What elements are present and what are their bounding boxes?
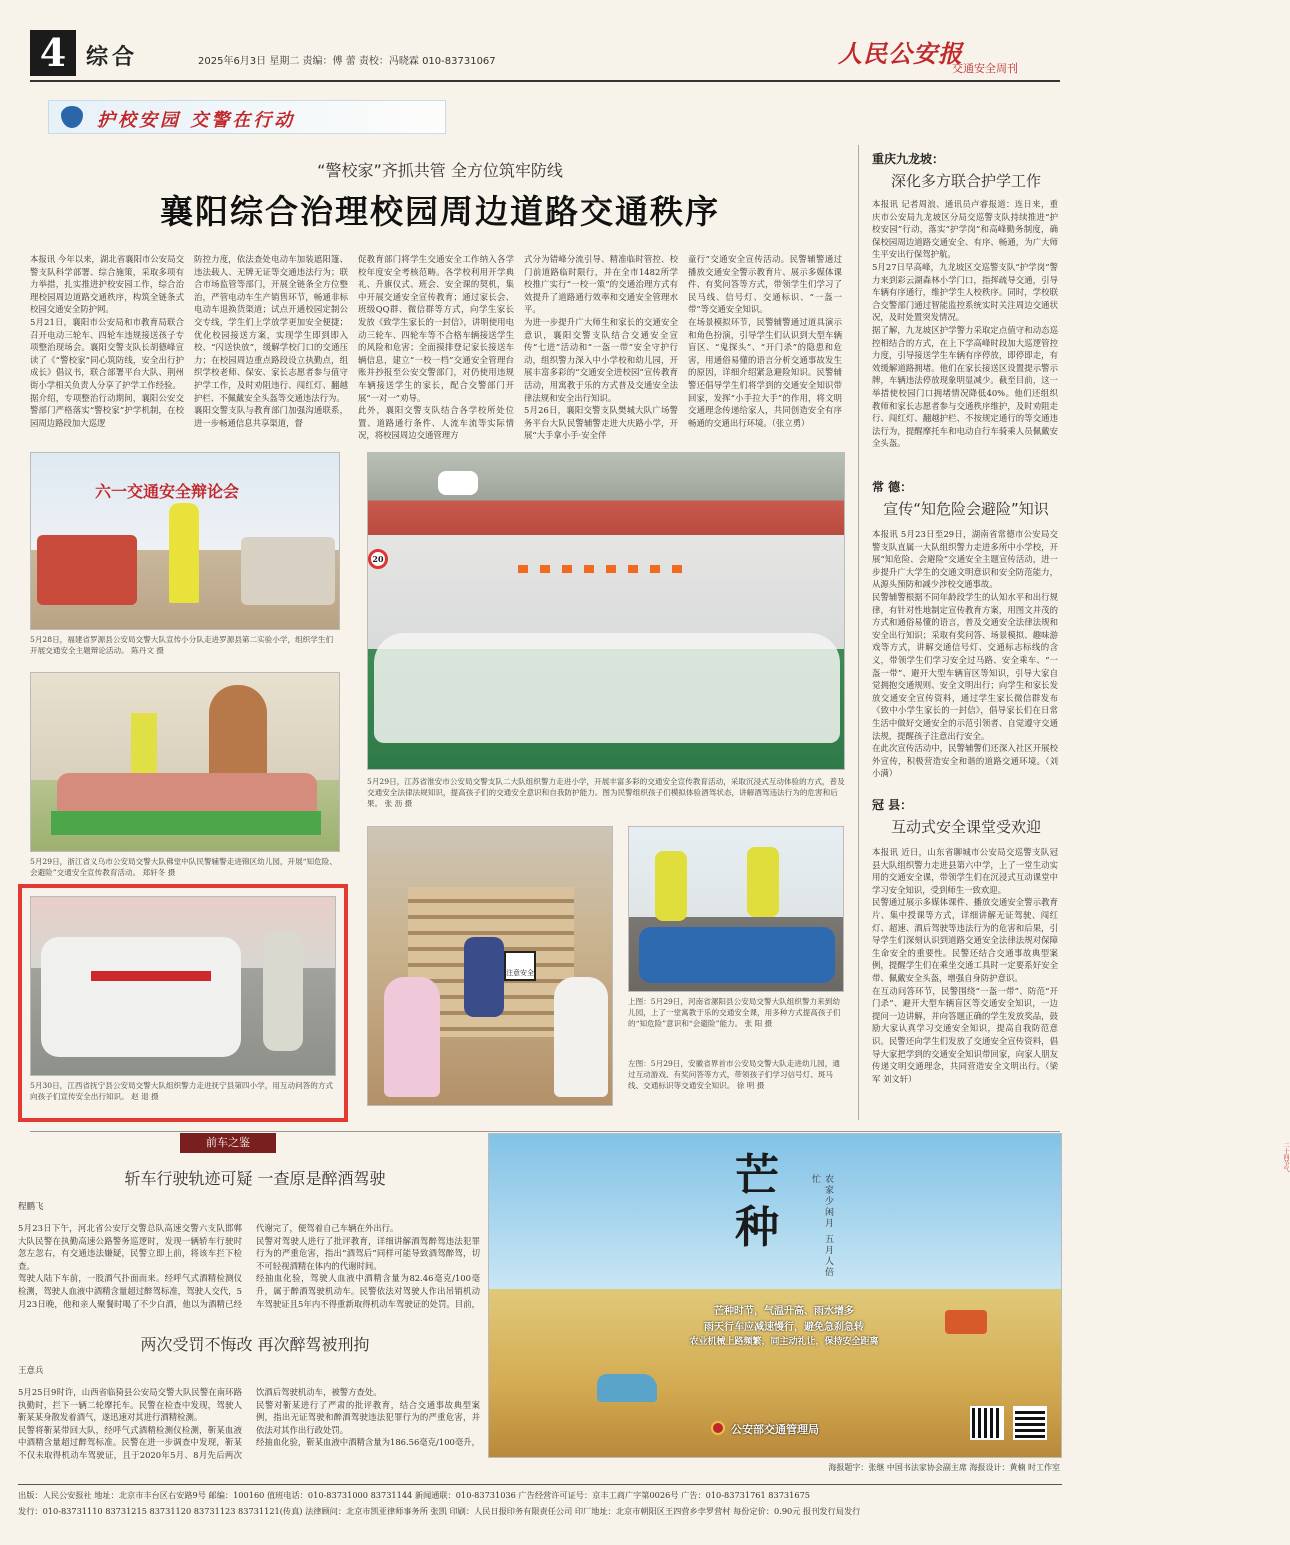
poster-vertical-text: 农家少闲月 五月人倍忙 xyxy=(810,1174,833,1278)
poster-chip: 二十四节气 xyxy=(1282,1142,1289,1172)
sidebar-body-1: 本报讯 记者周浪、通讯员卢睿报道：连日来，重庆市公安局九龙坡区分局交巡警支队持续推进“护校安园”行动，落实“护学岗”和高峰勤务制度，确保校园周边道路交通安全、有序、畅通，为广大师生平安出行保驾护航。 5月27日早高峰，九龙坡区交巡警支队“护学岗”警力来到彩云湖森林小学门口，指挥疏导交通，引导车辆有序通行，维护学生人校秩序。同时，学校联合交警部门通过智能监控系统实时关注周边交通状况，及时处置突发情况。 据了解，九龙坡区护学警力采取定点值守和动态巡控相结合的方式，在上下学高峰时段加大巡逻管控力度，引导接送学生车辆有序停放，即停即走，有效缓解道路拥堵。他们在家长接送区设置提示警示牌，车辆违法停放现象明显减少。截至目前，这一举措使校园门口拥堵情况降低40%。他们还组织教师和家长志愿者参与交通秩序维护，及时劝阻走行、闯红灯、翻越护栏、不按规定通行的等交通违法行为，提醒摩托车和电动自行车骑乘人员佩戴安全头盔。 xyxy=(872,199,1058,449)
section-tag-text: 前车之鉴 xyxy=(206,1136,250,1149)
photo-yard xyxy=(30,896,336,1076)
section-label: 综合 xyxy=(86,45,139,70)
warning-sign: 注意安全 xyxy=(504,951,536,981)
photo-slide xyxy=(367,826,613,1106)
blue-car xyxy=(597,1374,657,1402)
sidebar-title-1: 深化多方联合护学工作 xyxy=(890,172,1041,190)
date-line: 2025年6月3日 星期二 责编：傅 蕾 责校：冯晓霖 010-83731067 xyxy=(198,56,496,67)
officer-right xyxy=(263,931,303,1051)
poster-org: 公安部交通管理局 xyxy=(731,1423,819,1436)
poster-mangzhong xyxy=(488,1133,1289,1458)
police-badge-icon xyxy=(711,1421,725,1435)
officer-crouching xyxy=(464,937,504,1017)
photo-classroom xyxy=(628,826,844,992)
raised-hands xyxy=(639,927,835,983)
kids-group xyxy=(41,937,241,1057)
footer-line-2: 发行：010-83731110 83731215 83731120 83731123 83731121(传真) 法律顾问：北京市凯亚律师事务所 张凯 印刷：人民日报印务有限责任公司 印厂地址：北京市朝阳区王四营乡孛罗营村 每份定价：0.90元 报刊发行局发行 xyxy=(18,1506,861,1516)
white-car xyxy=(438,471,478,495)
sidebar-place-1: 重庆九龙坡： xyxy=(872,152,945,166)
story1-body: 5月23日下午，河北省公安厅交警总队高速交警六支队邯郸大队民警在执勤高速公路警务巡逻时，发现一辆轿车行驶时忽左忽右，有交通违法嫌疑，民警立即上前，将该车拦下检查。 驾驶人陆下车前，一股酒气扑面而来。经呼气式酒精检测仪检测，驾驶人血液中酒精含量超过醉驾标准，驾驶人交代，5月23日晚，他和亲人聚餐时喝了不少白酒，他以为酒精已经代谢完了，便驾着自己车辆在外出行。 民警对驾驶人进行了批评教育，详细讲解酒驾醉驾违法犯罪行为的严重危害，指出“酒驾后”同样可能导致酒驾醉驾，切不可轻视酒精在体内的代谢时间。 经抽血化验，驾驶人血液中酒精含量为82.46毫克/100毫升，属于醉酒驾驶机动车。民警依法对驾驶人作出吊销机动车驾驶证且5年内不得重新取得机动车驾驶证的处罚。目前， xyxy=(18,1223,480,1309)
sidebar-title-3: 互动式安全课堂受欢迎 xyxy=(890,818,1041,836)
lead-headline: 襄阳综合治理校园周边道路交通秩序 xyxy=(160,192,720,231)
girl-white-dress xyxy=(554,977,608,1097)
qr-code-2 xyxy=(1013,1406,1047,1440)
poster-slogan-1: 芒种时节，气温升高、雨水增多 xyxy=(714,1306,854,1317)
officer-left xyxy=(655,851,687,921)
bottom-rule xyxy=(30,1131,1060,1132)
caption-field: 5月29日，江苏省淮安市公安局交警支队二大队组织警力走进小学，开展丰富多彩的交通安全宣传教育活动，采取沉浸式互动体验的方式，普及交通安全法律法规知识，提高孩子们的交通安全意识和自我防护能力。图为民警组织孩子们模拟体验酒驾状态，讲解酒驾违法行为的危害和后果。 张 沥 摄 xyxy=(367,777,845,808)
caption-debate: 5月28日，福建省罗源县公安局交警大队宣传小分队走进罗源县第二实验小学，组织学生们开展交通安全主题辩论活动。 陈丹文 摄 xyxy=(30,635,334,655)
caption-left-photo: 左图：5月29日，安徽省界首市公安局交警大队走进幼儿园，通过互动游戏、有奖问答等方式，带领孩子们学习信号灯、斑马线、交通标识等交通安全知识。 徐 明 摄 xyxy=(628,1059,840,1090)
speed-limit-sign: 20 xyxy=(368,549,388,569)
shield-icon xyxy=(61,106,83,128)
story2-byline: 王意兵 xyxy=(18,1366,44,1376)
qr-code-1 xyxy=(970,1406,1004,1440)
sidebar-body-3: 本报讯 近日，山东省聊城市公安局交巡警支队冠县大队组织警力走进县第六中学，上了一堂生动实用的交通安全课，带领学生们在沉浸式互动课堂中学习安全知识，受到师生一致欢迎。 民警通过展示多媒体课件、播放交通安全警示教育片、集中授课等方式，详细讲解无证驾驶、闯红灯、超速、酒后驾驶等违法行为的危害和后果，引导学生们深刻认识到道路交通安全法律法规对保障生命安全的重要性。民警还结合交通事故典型案例，提醒学生们在乘坐交通工具时一定要系好安全带、佩戴安全头盔，增强自身防护意识。 在互动问答环节，民警围绕“一盔一带”、防范“开门杀”、避开大型车辆盲区等交通安全知识，一边提问一边讲解，并向答题正确的学生发放奖品，鼓励大家认真学习交通安全知识，提高自我防范意识。民警还向学生们发放了交通安全宣传资料，倡导大家把学到的交通安全知识带回家，向家人朋友传递文明交通理念，共同营造安全文明出行。（梁 军 刘文轩） xyxy=(872,847,1058,1084)
red-scarves xyxy=(91,971,211,981)
sidebar-title-2: 宣传“知危险会避险”知识 xyxy=(883,500,1049,518)
campaign-banner xyxy=(48,100,446,134)
lead-column-2: 防控力度，依法查处电动车加装遮阳篷、违法载人、无牌无证等交通违法行为；联合市场监管等部门，开展全链条全方位整治，严管电动车生产销售环节，畅通非标电动车退换货渠道；试点开通校园定制公交专线，学生们上学放学更加安全便捷；优化校园接送方案，实现学生即到即入校、“闪送快放”，缓解学校门口的交通压力；在校园周边重点路段设立执勤点，组织学校老师、保安、家长志愿者参与值守护学工作，及时劝阻违行、闯红灯、翻越护栏、不佩戴安全头盔等交通违法行为。 襄阳交警支队与教育部门加强沟通联系，进一步畅通信息共享渠道，督 xyxy=(194,254,348,428)
story1-title: 斩车行驶轨迹可疑 一查原是醉酒驾驶 xyxy=(124,1169,386,1188)
banner-text: 护校安园 交警在行动 xyxy=(97,110,296,131)
caption-yard: 5月30日，江西省抚宁县公安局交警大队组织警力走进抚宁县第四小学，用互动问答的方式向孩子们宣传安全出行知识。 赵 退 摄 xyxy=(30,1081,334,1101)
story1-byline: 程鹏飞 xyxy=(18,1202,44,1212)
sidebar-place-2: 常 德： xyxy=(872,480,913,494)
students-left xyxy=(37,535,137,605)
photo-debate xyxy=(30,452,340,630)
officer-right-class xyxy=(747,847,779,917)
caption-classroom: 上图：5月29日，河南省漯阳县公安局交警大队组织警力来到幼儿园，上了一堂寓教于乐的交通安全课，用多种方式提高孩子们的“知危险”意识和“会避险”能力。 张 阳 摄 xyxy=(628,997,841,1028)
green-chairs xyxy=(51,811,321,835)
masthead-rule xyxy=(30,80,1060,82)
footer-line-1: 出版：人民公安报社 地址：北京市丰台区右安路9号 邮编：100160 值班电话：010-83731000 83731144 新闻通联：010-83731036 广告经营许可证号：京丰工商广字第0026号 广告：010-83731761 83731675 xyxy=(18,1490,810,1500)
section-tag xyxy=(180,1133,276,1153)
girl-pink-dress xyxy=(384,977,440,1097)
sidebar-place-3: 冠 县： xyxy=(872,798,913,812)
lead-column-3: 促教育部门将学生交通安全工作纳入各学校年度安全考核范畴。各学校利用开学典礼、升旗仪式、班会、安全课的契机，集中开展交通安全宣传教育；通过家长会、班级QQ群、微信群等方式，向学生家长发放《致学生家长的一封信》，讲明使用电动三轮车、四轮车等不合格车辆接送学生的风险和危害；全面摸排登记家长接送车辆信息，建立“一校一档”交通安全管理台账并抄报至公安交警部门，对仍使用违规车辆接送学生的家长，配合交警部门开展“一对一”劝导。 此外，襄阳交警支队结合各学校所处位置、道路通行条件、人流车流等实际情况，将校园周边交通管理方 xyxy=(358,254,514,441)
brand-subtitle: 交通安全周刊 xyxy=(952,62,1018,75)
poster-title: 芒种 xyxy=(735,1150,779,1253)
story2-title: 两次受罚不悔改 再次醉驾被刑拘 xyxy=(140,1335,370,1354)
harvester xyxy=(945,1310,987,1334)
traffic-cones xyxy=(518,565,688,573)
bear-mascot xyxy=(209,685,267,785)
officer-figure xyxy=(169,503,199,603)
page-number: 4 xyxy=(30,30,76,76)
photo-bear-mascot xyxy=(30,672,340,852)
students-right xyxy=(241,537,335,605)
poster-slogan-3: 农业机械上路频繁，同主动礼让，保持安全距离 xyxy=(689,1337,879,1347)
crowd-of-children xyxy=(374,633,840,743)
poster-credit: 海报题字：张继 中国书法家协会副主席 海报设计：黄楠 时工作室 xyxy=(828,1463,1060,1472)
footer-rule xyxy=(18,1484,1062,1485)
lead-column-1: 本报讯 今年以来，湖北省襄阳市公安局交警支队科学部署、综合施策，采取多项有力举措，扎实推进护校安园工作，综合治理校园周边道路交通秩序，构筑全链条式校园交通安全防护网。 5月21日，襄阳市公安局和市教育局联合召开电动三轮车、四轮车违规接送孩子专项整治现场会。襄阳交警支队长胡德峰宣读了《“警校家”同心筑防线，安全出行护成长》倡议书，联合部署平台大队、荆州街小学相关负责人分享了护学工作经验。 据介绍，专项整治行动期间，襄阳公安交警部门严格落实“警校家”护学机制，在校园周边路段加大巡逻 xyxy=(30,254,184,428)
caption-bear: 5月29日，浙江省义乌市公安局交警大队佛堂中队民警辅警走进锦区幼儿园，开展“知危险、会避险”交通安全宣传教育活动。 郑轩冬 摄 xyxy=(30,857,337,877)
photo-training-field xyxy=(367,452,845,770)
debate-sign: 六一交通安全辩论会 xyxy=(95,482,240,501)
lead-kicker: “警校家”齐抓共管 全方位筑牢防线 xyxy=(317,161,563,180)
lead-column-4: 式分为错峰分流引导、精准临时管控、校门前道路临时限行，并在全市1482所学校推广实行“一校一策”的交通治理方式有效提升了道路通行效率和交通安全管理水平。 为进一步提升广大师生和家长的交通安全意识，襄阳交警支队结合交通安全宣传“七进”活动和“一盔一带”安全守护行动，组织警力深入中小学校和幼儿园，开展丰富多彩的“交通安全进校园”宣传教育活动，用寓教于乐的方式普及交通安全法律法规和安全出行知识。 5月26日，襄阳交警支队樊城大队广场警务平台大队民警辅警走进大庆路小学，开展“大手拿小手·安全伴 xyxy=(524,254,678,441)
brand-logo: 人民公安报 xyxy=(838,39,963,68)
sidebar-divider xyxy=(858,145,859,1120)
sidebar-body-2: 本报讯 5月23日至29日，湖南省常德市公安局交警支队直属一大队组织警力走进多所中小学校，开展“知危险、会避险”交通安全主题宣传活动，进一步提升广大学生的交通文明意识和安全防范能力，从源头预防和减少涉校交通事故。 民警辅警根据不同年龄段学生的认知水平和出行规律，有针对性地制定宣传教育方案，用图文并茂的方式和通俗易懂的语言，普及交通安全法律法规和安全出行知识；采取有奖问答、场景模拟、趣味游戏等方式，讲解交通信号灯、交通标志标线的含义，带领学生们学习安全过马路、安全乘车、“一盔一带”、避开大型车辆盲区等知识，引导大家自觉拥抱交通规则、安全文明出行；向学生和家长发放交通安全宣传资料，通过学生家长微信群发布《致中小学生家长的一封信》，倡导家长们在日常生活中做好交通安全的示范引领者、自觉遵守交通法规，提醒孩子注意出行安全。 在此次宣传活动中，民警辅警们还深入社区开展校外宣传，积极营造安全和谐的道路交通环境。（刘小满） xyxy=(872,529,1058,779)
story2-body: 5月25日9时许，山西省临猗县公安局交警大队民警在南环路执勤时，拦下一辆二轮摩托车。民警在检查中发现，驾驶人靳某某身散发着酒气，遂迅速对其进行酒精检测。 民警将靳某带回大队，经呼气式酒精检测仪检测，靳某血液中酒精含量超过醉驾标准。民警在进一步调查中发现，靳某不仅未取得机动车驾驶证，且于2020年5月、8月先后两次饮酒后驾驶机动车，被警方查处。 民警对靳某进行了严肃的批评教育，结合交通事故典型案例，指出无证驾驶和醉酒驾驶违法犯罪行为的严重危害，并依法对其作出行政处罚。 经抽血化验，靳某血液中酒精含量为186.56毫克/100毫升， xyxy=(18,1387,480,1460)
lead-column-5: 童行”交通安全宣传活动。民警辅警通过播放交通安全警示教育片、展示多媒体课件、有奖问答等方式，带领学生们学习了民马线、信号灯、交通标识、“一盔一带”等交通安全知识。 在场景模拟环节，民警辅警通过道具演示和角色扮演，引导学生们认识到大型车辆盲区、“鬼探头”、“开门杀”的隐患和危害，用通俗易懂的语言分析交通事故发生的原因，详细介绍紧急避险知识。民警辅警还倡导学生们将学到的交通安全知识带回家，发挥“小手拉大手”的作用，将文明交通理念传递给家人，共同创造安全有序畅通的交通出行环境。（张立勇） xyxy=(688,254,842,428)
poster-slogan-2: 雨天行车应减速慢行，避免急刹急转 xyxy=(704,1322,864,1333)
